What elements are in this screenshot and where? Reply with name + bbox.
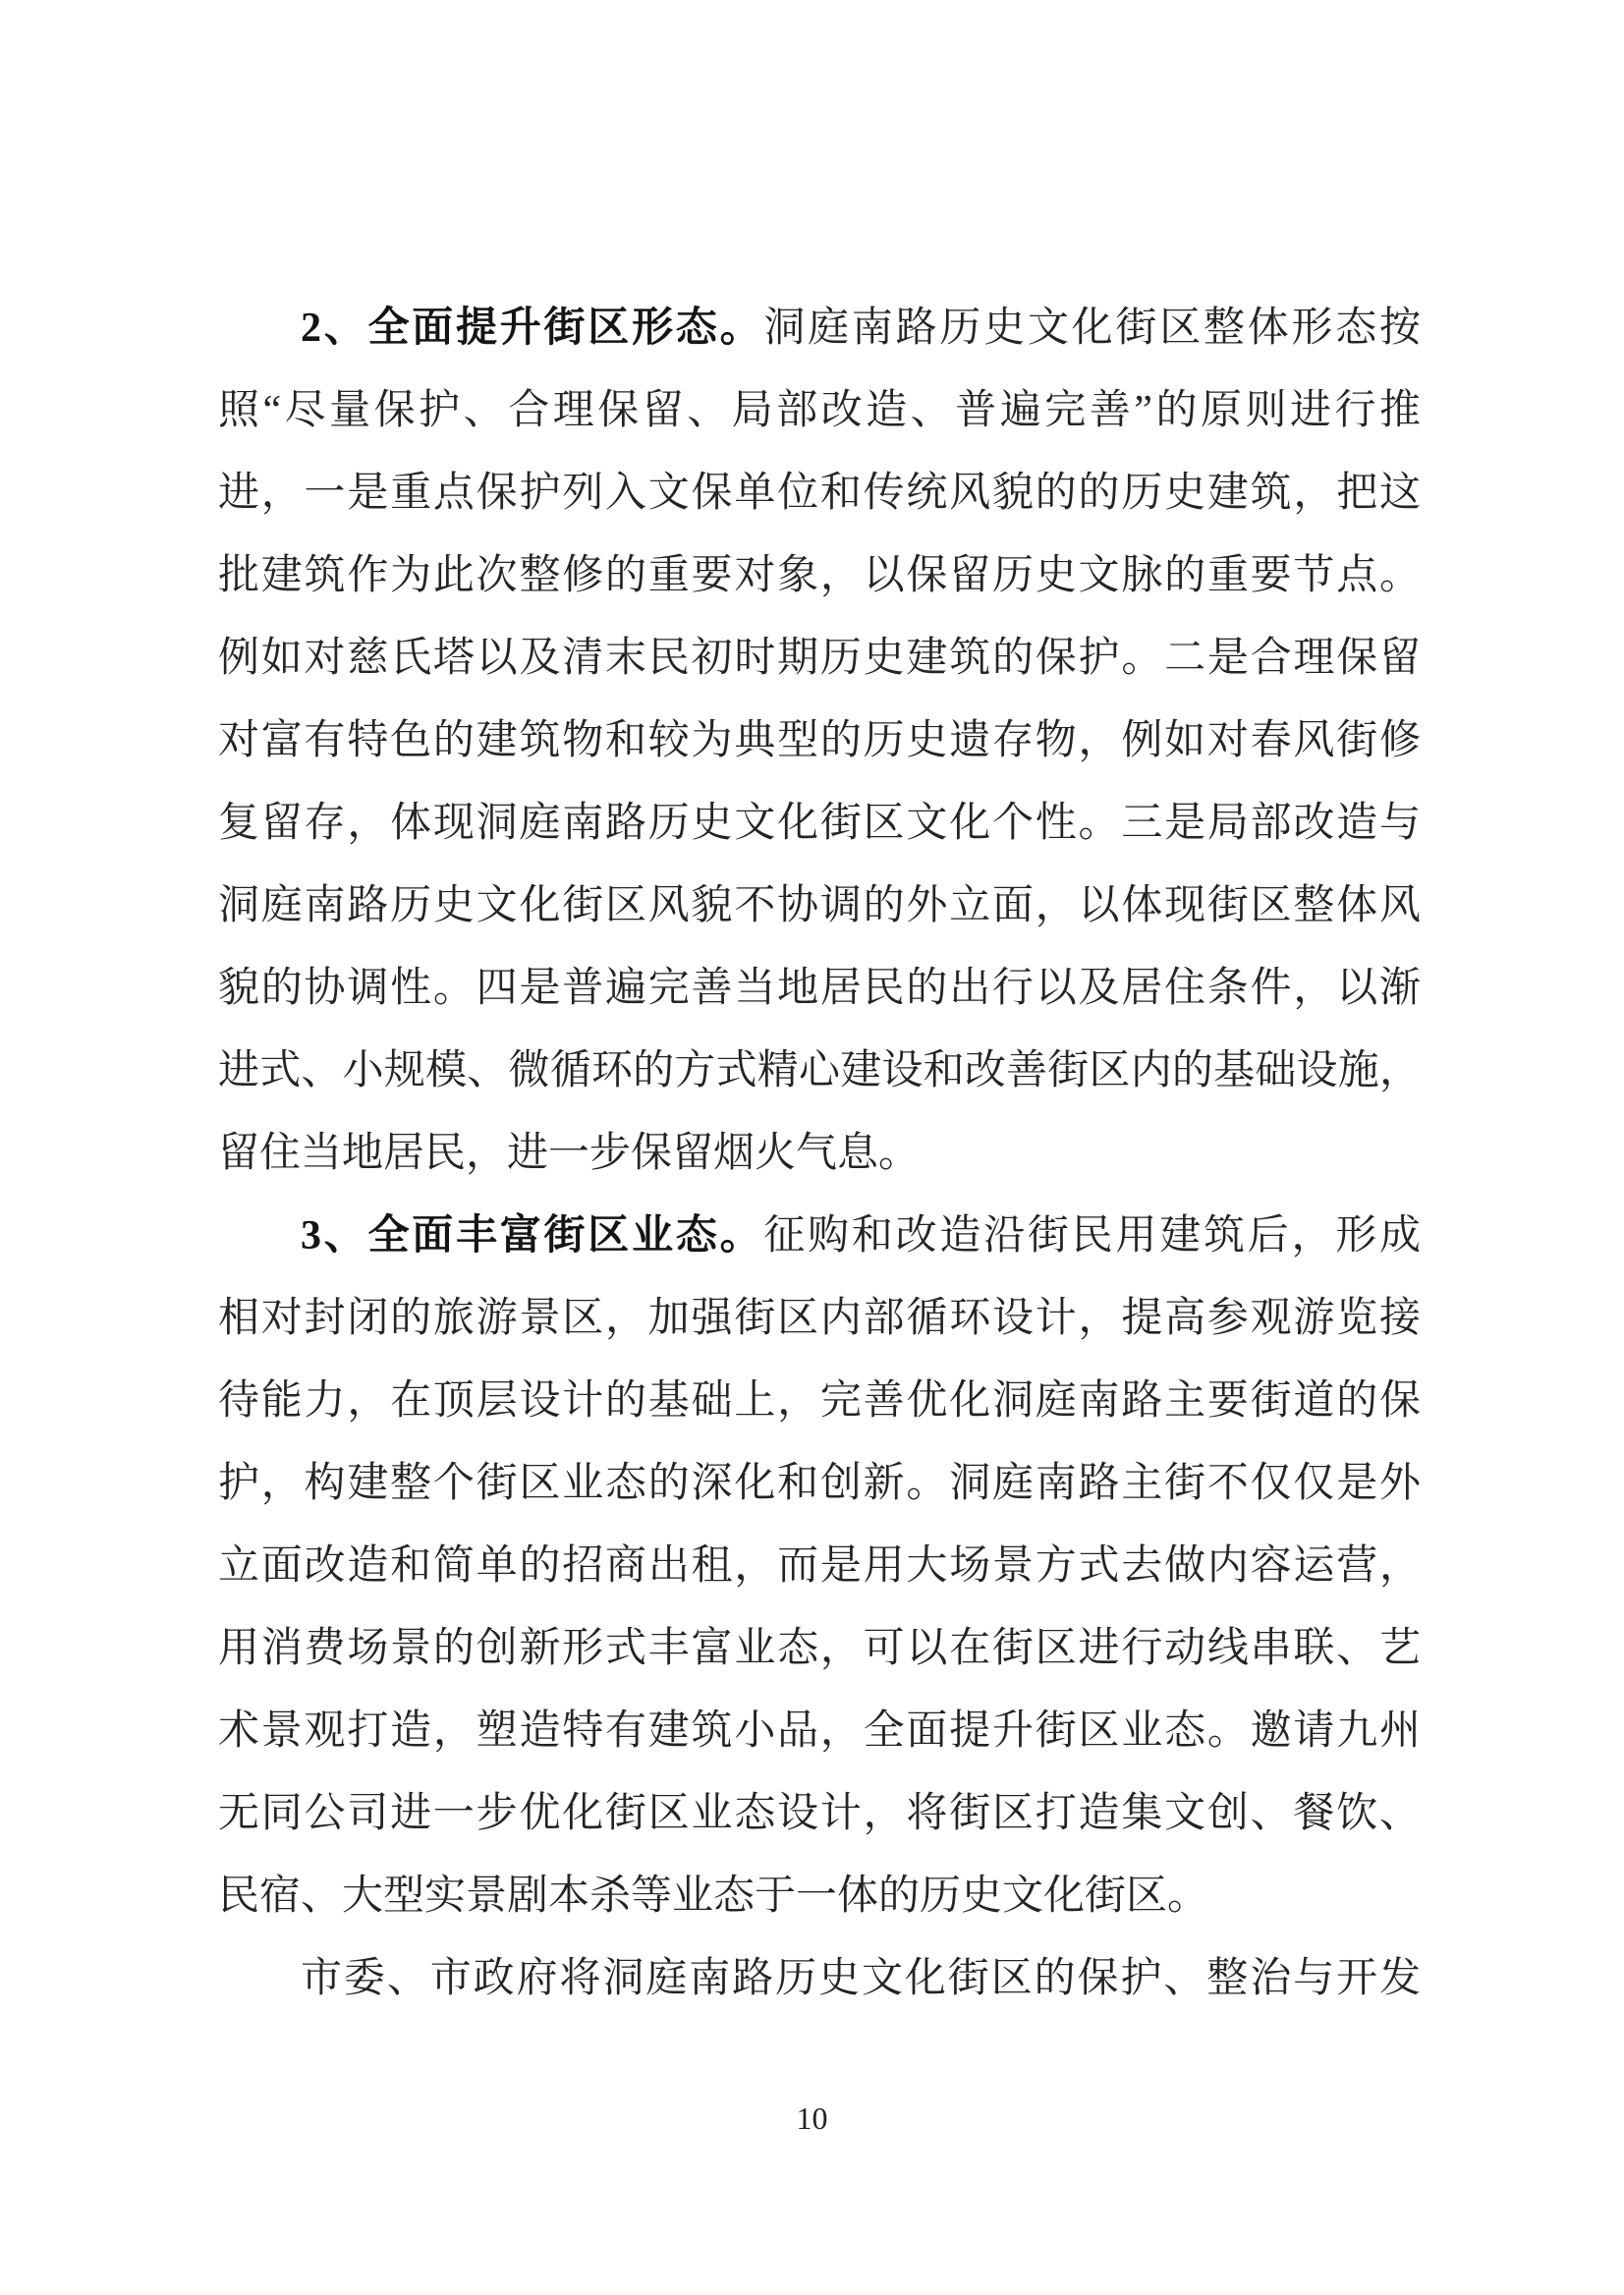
text-run: 批建筑作为此次整修的重要对象，以保留历史文脉的重要节点。 bbox=[218, 553, 1421, 598]
text-run: 待能力，在顶层设计的基础上，完善优化洞庭南路主要街道的保 bbox=[218, 1378, 1421, 1424]
text-run: 留住当地居民，进一步保留烟火气息。 bbox=[218, 1131, 921, 1176]
text-line bbox=[218, 1525, 1421, 1607]
text-line bbox=[218, 617, 1421, 700]
text-line bbox=[218, 782, 1421, 865]
text-run: 例如对慈氏塔以及清末民初时期历史建筑的保护。二是合理保留 bbox=[218, 636, 1421, 681]
text-run: 照“尽量保护、合理保留、局部改造、普遍完善”的原则进行推 bbox=[218, 388, 1421, 433]
text-run: 貌的协调性。四是普遍完善当地居民的出行以及居住条件，以渐 bbox=[218, 966, 1421, 1011]
text-line bbox=[218, 1195, 1421, 1277]
text-line bbox=[218, 1772, 1421, 1855]
text-run: 术景观打造，塑造特有建筑小品，全面提升街区业态。邀请九州 bbox=[218, 1708, 1421, 1754]
text-line bbox=[218, 1937, 1421, 2020]
paragraph-2-heading: 2、全面提升街区形态。 bbox=[301, 306, 764, 351]
text-line bbox=[218, 1360, 1421, 1442]
text-run: 民宿、大型实景剧本杀等业态于一体的历史文化街区。 bbox=[218, 1874, 1209, 1919]
text-line bbox=[218, 1442, 1421, 1525]
text-line bbox=[218, 865, 1421, 947]
text-line bbox=[218, 1690, 1421, 1772]
text-run: 进，一是重点保护列入文保单位和传统风貌的的历史建筑，把这 bbox=[218, 471, 1421, 516]
text-line bbox=[218, 369, 1421, 452]
text-line bbox=[218, 700, 1421, 782]
text-line bbox=[218, 534, 1421, 617]
text-run: 复留存，体现洞庭南路历史文化街区文化个性。三是局部改造与 bbox=[218, 801, 1421, 846]
document-body bbox=[218, 287, 1421, 2020]
text-line bbox=[218, 1277, 1421, 1360]
text-run: 立面改造和简单的招商出租，而是用大场景方式去做内容运营， bbox=[218, 1543, 1421, 1589]
text-run: 用消费场景的创新形式丰富业态，可以在街区进行动线串联、艺 bbox=[218, 1626, 1421, 1671]
text-run: 无同公司进一步优化街区业态设计，将街区打造集文创、餐饮、 bbox=[218, 1791, 1421, 1836]
text-run: 洞庭南路历史文化街区风貌不协调的外立面，以体现街区整体风 bbox=[218, 883, 1421, 928]
text-run: 对富有特色的建筑物和较为典型的历史遗存物，例如对春风街修 bbox=[218, 718, 1421, 763]
text-line bbox=[218, 1112, 1421, 1195]
text-line bbox=[218, 452, 1421, 534]
paragraph-3-heading: 3、全面丰富街区业态。 bbox=[301, 1213, 764, 1259]
text-run: 相对封闭的旅游景区，加强街区内部循环设计，提高参观游览接 bbox=[218, 1296, 1421, 1341]
text-run: 进式、小规模、微循环的方式精心建设和改善街区内的基础设施， bbox=[218, 1048, 1421, 1093]
text-run: 护，构建整个街区业态的深化和创新。洞庭南路主街不仅仅是外 bbox=[218, 1461, 1421, 1506]
text-line bbox=[218, 947, 1421, 1030]
text-run: 洞庭南路历史文化街区整体形态按 bbox=[763, 306, 1421, 351]
text-line bbox=[218, 1030, 1421, 1112]
text-line bbox=[218, 1855, 1421, 1937]
text-run: 市委、市政府将洞庭南路历史文化街区的保护、整治与开发 bbox=[301, 1956, 1421, 2001]
text-line bbox=[218, 1607, 1421, 1690]
page-number: 10 bbox=[796, 2100, 828, 2136]
text-line bbox=[218, 287, 1421, 369]
text-run: 征购和改造沿街民用建筑后，形成 bbox=[763, 1213, 1421, 1259]
